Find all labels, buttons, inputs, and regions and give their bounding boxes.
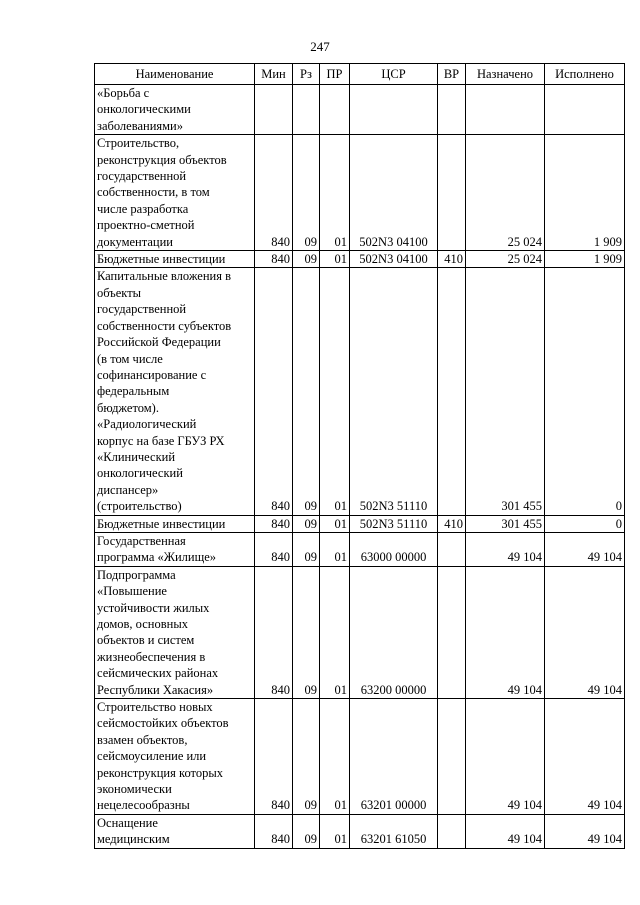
cell-csr: 502N3 51110 xyxy=(350,515,438,532)
cell-rz: 09 xyxy=(293,268,320,515)
header-csr: ЦСР xyxy=(350,64,438,85)
cell-min: 840 xyxy=(255,135,293,251)
cell-name: Бюджетные инвестиции xyxy=(95,515,255,532)
cell-executed: 1 909 xyxy=(545,251,625,268)
cell-pr: 01 xyxy=(320,532,350,566)
cell-pr: 01 xyxy=(320,814,350,848)
cell-pr: 01 xyxy=(320,515,350,532)
cell-assigned: 49 104 xyxy=(466,814,545,848)
cell-assigned: 301 455 xyxy=(466,515,545,532)
cell-pr: 01 xyxy=(320,135,350,251)
header-min: Мин xyxy=(255,64,293,85)
cell-vr xyxy=(438,814,466,848)
cell-assigned: 25 024 xyxy=(466,135,545,251)
cell-vr xyxy=(438,135,466,251)
cell-assigned: 49 104 xyxy=(466,532,545,566)
table-row xyxy=(95,566,625,698)
cell-csr: 502N3 04100 xyxy=(350,135,438,251)
cell-min: 840 xyxy=(255,699,293,815)
cell-vr xyxy=(438,85,466,135)
cell-name: «Борьба с онкологическими заболеваниями» xyxy=(95,85,255,135)
cell-name: Строительство новых сейсмостойких объектов взамен объектов, сейсмоусиление или реконструкция которых экономически нецелесообразны xyxy=(95,699,255,815)
cell-assigned: 49 104 xyxy=(466,566,545,698)
cell-assigned xyxy=(466,85,545,135)
cell-rz: 09 xyxy=(293,135,320,251)
cell-min: 840 xyxy=(255,268,293,515)
cell-csr: 502N3 04100 xyxy=(350,251,438,268)
cell-rz xyxy=(293,85,320,135)
cell-executed: 49 104 xyxy=(545,699,625,815)
cell-rz: 09 xyxy=(293,532,320,566)
cell-assigned: 301 455 xyxy=(466,268,545,515)
cell-csr: 63200 00000 xyxy=(350,566,438,698)
cell-vr: 410 xyxy=(438,515,466,532)
cell-executed: 49 104 xyxy=(545,814,625,848)
cell-pr: 01 xyxy=(320,268,350,515)
cell-rz: 09 xyxy=(293,814,320,848)
cell-vr xyxy=(438,532,466,566)
table-row xyxy=(95,532,625,566)
cell-min: 840 xyxy=(255,566,293,698)
cell-pr: 01 xyxy=(320,566,350,698)
header-executed: Исполнено xyxy=(545,64,625,85)
cell-min xyxy=(255,85,293,135)
cell-name: Оснащение медицинским xyxy=(95,814,255,848)
cell-csr: 63201 00000 xyxy=(350,699,438,815)
cell-executed: 1 909 xyxy=(545,135,625,251)
cell-executed: 49 104 xyxy=(545,532,625,566)
cell-vr xyxy=(438,566,466,698)
cell-name: Государственная программа «Жилище» xyxy=(95,532,255,566)
header-name: Наименование xyxy=(95,64,255,85)
table-header-row xyxy=(95,64,625,85)
budget-table xyxy=(94,63,625,849)
cell-executed: 0 xyxy=(545,268,625,515)
cell-executed: 49 104 xyxy=(545,566,625,698)
cell-vr xyxy=(438,699,466,815)
cell-name: Бюджетные инвестиции xyxy=(95,251,255,268)
cell-executed xyxy=(545,85,625,135)
table-row xyxy=(95,814,625,848)
cell-min: 840 xyxy=(255,251,293,268)
cell-rz: 09 xyxy=(293,699,320,815)
cell-rz: 09 xyxy=(293,251,320,268)
cell-vr xyxy=(438,268,466,515)
cell-pr: 01 xyxy=(320,699,350,815)
cell-min: 840 xyxy=(255,515,293,532)
header-pr: ПР xyxy=(320,64,350,85)
cell-csr: 63201 61050 xyxy=(350,814,438,848)
cell-rz: 09 xyxy=(293,515,320,532)
cell-pr xyxy=(320,85,350,135)
cell-rz: 09 xyxy=(293,566,320,698)
table-row xyxy=(95,251,625,268)
cell-executed: 0 xyxy=(545,515,625,532)
cell-assigned: 25 024 xyxy=(466,251,545,268)
cell-csr: 502N3 51110 xyxy=(350,268,438,515)
page-number: 247 xyxy=(310,39,330,54)
cell-name: Капитальные вложения в объекты государственной собственности субъектов Российской Федерации (в том числе софинансирование с федеральным бюджетом). «Радиологический корпус на базе ГБУЗ РХ «Клинический онкологический диспансер» (строительство) xyxy=(95,268,255,515)
header-rz: Рз xyxy=(293,64,320,85)
table-row xyxy=(95,135,625,251)
cell-min: 840 xyxy=(255,532,293,566)
cell-min: 840 xyxy=(255,814,293,848)
table-row xyxy=(95,699,625,815)
table-row xyxy=(95,85,625,135)
table-row xyxy=(95,268,625,515)
header-assigned: Назначено xyxy=(466,64,545,85)
cell-pr: 01 xyxy=(320,251,350,268)
header-vr: ВР xyxy=(438,64,466,85)
cell-name: Подпрограмма «Повышение устойчивости жилых домов, основных объектов и систем жизнеобеспечения в сейсмических районах Республики Хакасия» xyxy=(95,566,255,698)
cell-name: Строительство, реконструкция объектов государственной собственности, в том числе разработка проектно-сметной документации xyxy=(95,135,255,251)
cell-vr: 410 xyxy=(438,251,466,268)
cell-csr xyxy=(350,85,438,135)
table-row xyxy=(95,515,625,532)
cell-csr: 63000 00000 xyxy=(350,532,438,566)
cell-assigned: 49 104 xyxy=(466,699,545,815)
